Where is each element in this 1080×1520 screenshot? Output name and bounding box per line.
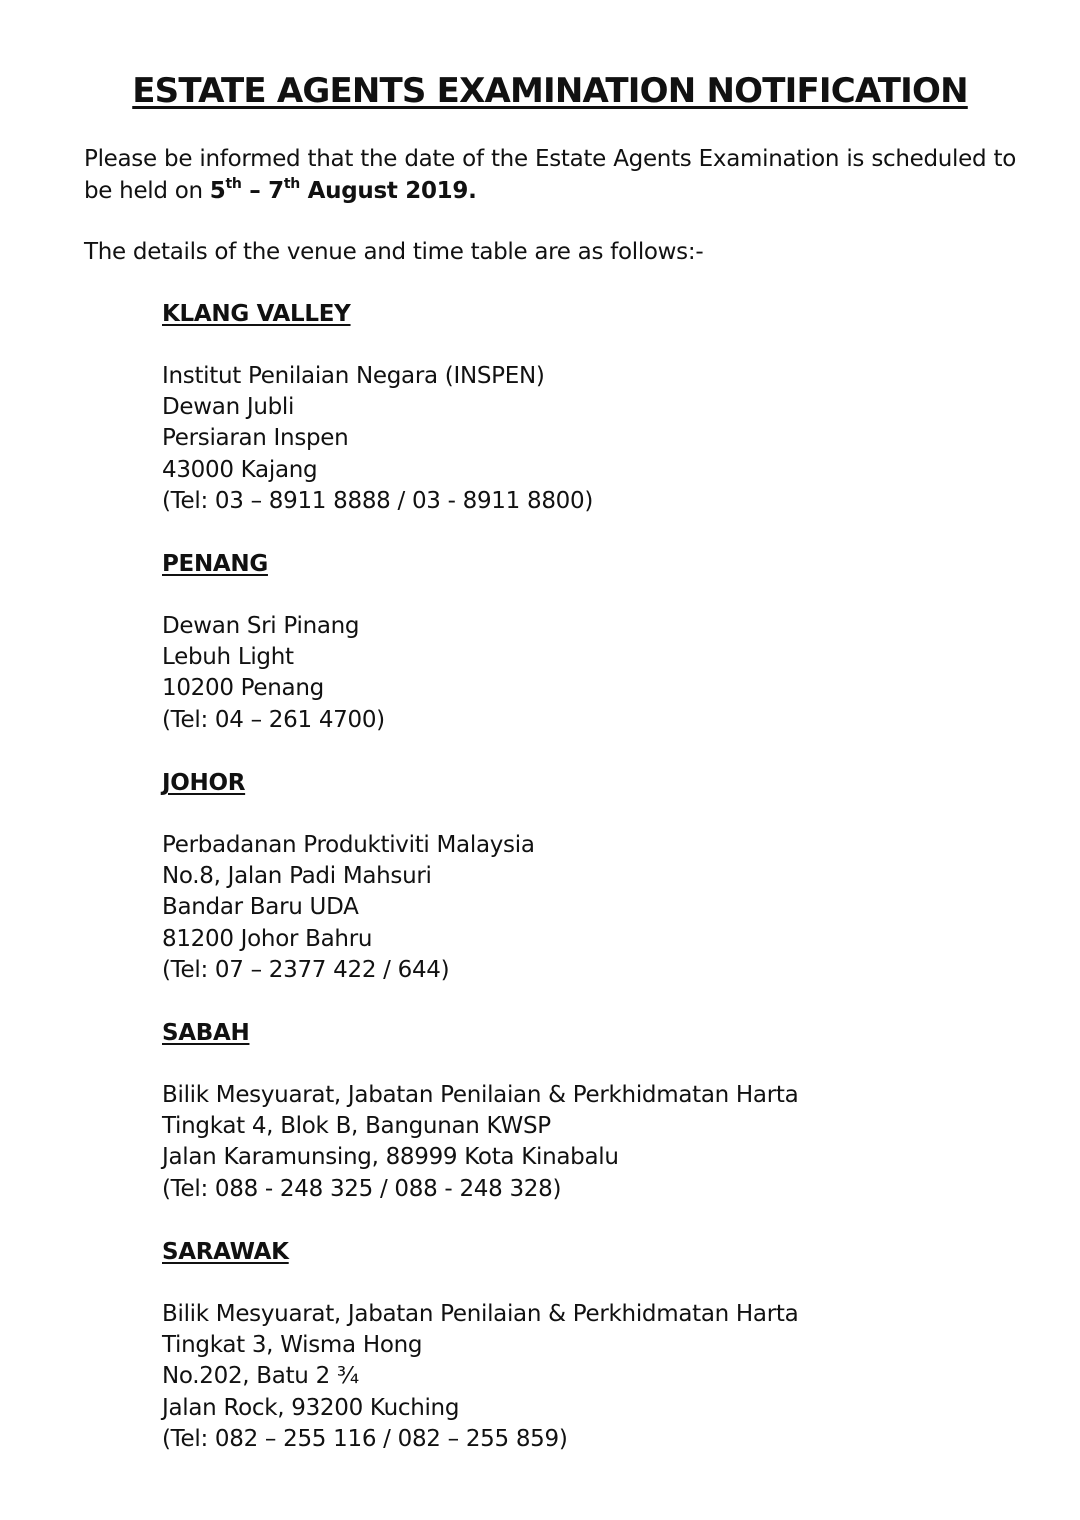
address-line: Jalan Karamunsing, 88999 Kota Kinabalu xyxy=(162,1144,619,1171)
venue-johor xyxy=(162,767,982,986)
address-line: 43000 Kajang xyxy=(162,456,318,483)
address-line: Lebuh Light xyxy=(162,644,294,671)
address-line: Tingkat 4, Blok B, Bangunan KWSP xyxy=(162,1113,551,1140)
region-heading: PENANG xyxy=(162,551,268,577)
exam-dates xyxy=(210,178,477,204)
venue-klang-valley xyxy=(162,298,982,517)
address-line: Institut Penilaian Negara (INSPEN) xyxy=(162,363,545,389)
address-line: No.8, Jalan Padi Mahsuri xyxy=(162,863,432,890)
venue-penang xyxy=(162,548,982,736)
region-heading: JOHOR xyxy=(162,770,246,796)
address-line: 81200 Johor Bahru xyxy=(162,925,373,952)
region-heading: SABAH xyxy=(162,1020,250,1046)
telephone-line: (Tel: 082 – 255 116 / 082 – 255 859) xyxy=(162,1425,568,1452)
region-heading: KLANG VALLEY xyxy=(162,301,351,327)
address-line: Jalan Rock, 93200 Kuching xyxy=(162,1394,460,1421)
intro-paragraph xyxy=(84,143,1016,207)
address-line: Dewan Jubli xyxy=(162,394,295,421)
address-line: 10200 Penang xyxy=(162,675,324,702)
exam-end-day-suffix: th xyxy=(283,176,300,193)
exam-month-year: August 2019. xyxy=(299,178,477,204)
details-paragraph: The details of the venue and time table are as follows:- xyxy=(84,239,704,265)
telephone-line: (Tel: 03 – 8911 8888 / 03 - 8911 8800) xyxy=(162,487,593,514)
address-line: Bilik Mesyuarat, Jabatan Penilaian & Perkhidmatan Harta xyxy=(162,1082,799,1108)
intro-text: Please be informed that the date of the Estate Agents Examination is scheduled to be held on xyxy=(84,146,1016,204)
address-line: Bandar Baru UDA xyxy=(162,894,359,921)
address-line: Dewan Sri Pinang xyxy=(162,613,360,639)
exam-start-day-suffix: th xyxy=(225,176,242,193)
date-dash: – xyxy=(241,178,269,204)
address-line: Persiaran Inspen xyxy=(162,425,349,452)
telephone-line: (Tel: 07 – 2377 422 / 644) xyxy=(162,956,450,983)
document-title: ESTATE AGENTS EXAMINATION NOTIFICATION xyxy=(132,71,968,111)
address-line: Bilik Mesyuarat, Jabatan Penilaian & Perkhidmatan Harta xyxy=(162,1301,799,1327)
address-line: No.202, Batu 2 ¾ xyxy=(162,1363,359,1390)
address-line: Tingkat 3, Wisma Hong xyxy=(162,1332,423,1359)
exam-end-day: 7 xyxy=(268,178,284,204)
region-heading: SARAWAK xyxy=(162,1239,289,1265)
exam-start-day: 5 xyxy=(209,178,226,204)
address-line: Perbadanan Produktiviti Malaysia xyxy=(162,832,535,858)
telephone-line: (Tel: 04 – 261 4700) xyxy=(162,706,385,733)
telephone-line: (Tel: 088 - 248 325 / 088 - 248 328) xyxy=(162,1175,562,1202)
venue-sabah xyxy=(162,1017,982,1205)
venue-sarawak xyxy=(162,1236,982,1455)
